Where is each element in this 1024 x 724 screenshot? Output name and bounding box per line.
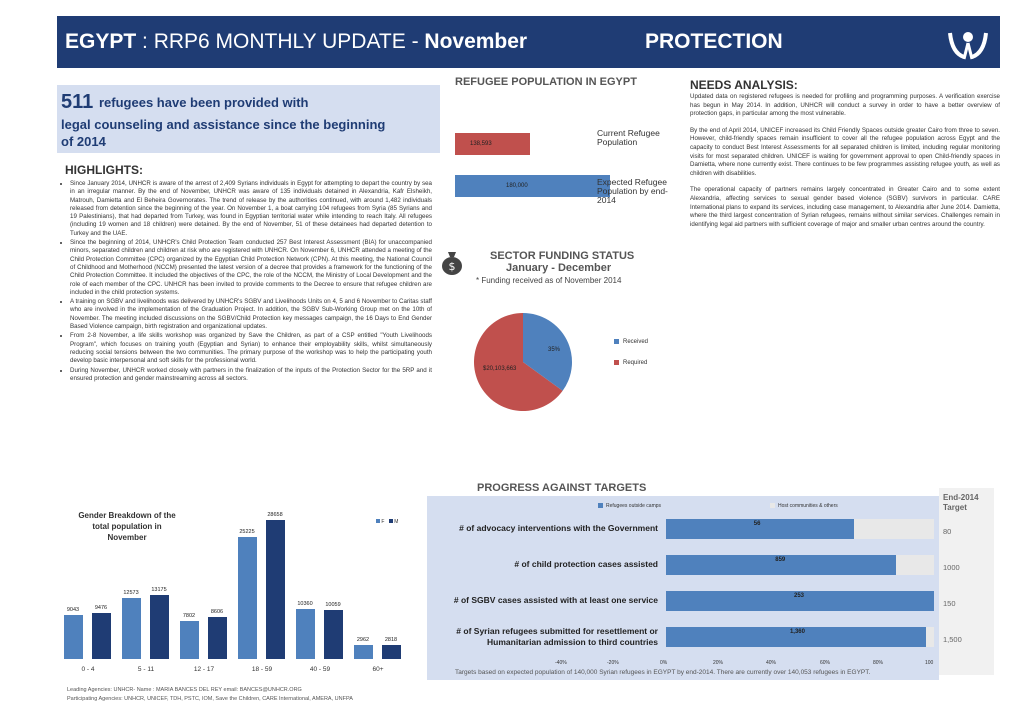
legend-swatch	[598, 503, 603, 508]
gender-value-label: 25225	[239, 529, 255, 536]
highlight-item: • A training on SGBV and livelihoods was delivered by UNHCR's SGBV and Livelihoods Units on 4, 5 and 6 November to Caritas staff who are involved in the implementation of the Graduation Project. In addition, the SGBV Sub-Working Group met on the 10th of November. The meeting included discussions on the SGBV/Child Protection key messages campaign, the 16 Days to End Gender Based Violence campaign, birth registration and organizational updates.	[70, 298, 432, 331]
gender-value-label: 7802	[182, 613, 196, 620]
gender-bar-m	[150, 595, 169, 659]
leading-agencies: Leading Agencies: UNHCR- Name : MARIA BANCES DEL REY email: BANCES@UNHCR.ORG	[67, 687, 302, 693]
progress-value: 859	[775, 557, 786, 563]
x-tick-label: -20%	[607, 660, 619, 666]
needs-paragraph: Updated data on registered refugees is needed for profiling and programming purposes. A verification exercise has begun in May 2014. In addition, UNHCR will conduct a survey in order to have a better overview of protection gaps, in particular among the most vulnerable.	[690, 93, 1000, 118]
gender-bar-m	[208, 617, 227, 659]
target-value: 80	[943, 527, 952, 536]
gender-bar-f	[354, 645, 373, 659]
key-figure-line2: legal counseling and assistance since the beginning	[61, 117, 386, 132]
x-tick-label: 0%	[660, 660, 668, 666]
legend-swatch	[614, 339, 619, 344]
gender-value-label: 9043	[66, 607, 80, 614]
progress-row-label: # of Syrian refugees submitted for resettlement or Humanitarian admission to third countries	[456, 626, 658, 647]
gender-bar-m	[382, 645, 401, 659]
title-text: : RRP6 MONTHLY UPDATE -	[136, 30, 425, 53]
gender-value-label: 12573	[123, 590, 139, 597]
refugee-population-title: REFUGEE POPULATION IN EGYPT	[455, 76, 637, 88]
x-tick-label: 100	[925, 660, 934, 666]
legend-received	[614, 339, 648, 345]
x-tick-label: 80%	[873, 660, 884, 666]
progress-row-label: # of child protection cases assisted	[514, 559, 658, 569]
needs-paragraph: By the end of April 2014, UNICEF increased its Child Friendly Spaces outside greater Cairo from three to seven. However, child-friendly spaces remain insufficient to cover all the refugee population across Egypt and the capacity to conduct Best Interest Assessments for all separated children is limited, including regular monitoring visits for most separated children. UNICEF is waiting for government approval to open Child-friendly spaces in Damietta, where none currently exist. There continues to be few programmes assisting refugee youth, as well as children with disabilities.	[690, 126, 1000, 177]
legend-swatch	[376, 519, 380, 523]
gender-value-label: 9476	[94, 605, 108, 612]
gender-value-label: 2962	[356, 636, 370, 643]
gender-value-label: 8606	[210, 609, 224, 616]
progress-title: PROGRESS AGAINST TARGETS	[477, 482, 647, 494]
funding-note: * Funding received as of November 2014	[476, 276, 622, 285]
header-banner	[57, 16, 1000, 68]
legend-m: M	[394, 519, 399, 525]
legend-required-text: Required	[623, 360, 648, 367]
expected-population-value: 180,000	[506, 183, 528, 189]
x-tick-label: 60%	[820, 660, 831, 666]
current-population-label: Current Refugee Population	[597, 128, 660, 147]
progress-value: 56	[753, 521, 761, 527]
progress-row-label: # of advocacy interventions with the Government	[459, 523, 658, 533]
expected-population-label: Expected Refugee Population by end-2014	[597, 177, 668, 205]
country-label: EGYPT	[65, 30, 137, 53]
legend-f: F	[381, 519, 385, 525]
gender-value-label: 2818	[384, 637, 398, 644]
page-title	[65, 30, 527, 54]
gender-category-label: 40 - 59	[309, 666, 331, 673]
key-figure-line1: refugees have been provided with	[99, 95, 309, 110]
unhcr-logo-icon	[946, 21, 990, 63]
footnote: Targets based on expected population of 140,000 Syrian refugees in EGYPT by end-2014. There are currently over 140,053 refugees in EGYPT.	[455, 669, 871, 676]
highlights-list	[62, 180, 432, 384]
target-value: 1,500	[943, 635, 962, 644]
needs-paragraph: The operational capacity of partners remains largely concentrated in Greater Cairo and to some extent Alexandria, affecting services to sexual gender based violence (SGBV) survivors in particular. CARE International plans to expand its services, including case management, to Alexandria after June 2014. Damietta, where the third largest concentration of Syrian refugees, remains without similar services. Challenges remain in identifying legal aid partners with sufficient coverage of major and smaller urban centres around the country.	[690, 186, 1000, 228]
legend-swatch	[389, 519, 393, 523]
funding-pie-chart	[473, 312, 573, 412]
needs-analysis-text	[690, 93, 1000, 237]
highlight-item: • Since the beginning of 2014, UNHCR's Child Protection Team conducted 257 Best Interest Assessment (BIA) for unaccompanied minors, separated children and children at risk who are registered with UNHCR. On November 6, UNHCR attended a meeting of the Child Protection Committee (CPC) organized by the Egyptian Child Protection Network (CPN). At this meeting, the National Council of Childhood and Motherhood (NCCM) presented the latest version of a decree that provides a framework for the functioning of the Child Protection Committee. It included the objectives of the CPC, the role of the NCCM, the Ministry of Local Development and the role of each member of the CPC. UNHCR has been invited to provide comments to the Decree to ensure that refugee children are included in the child protection systems.	[70, 239, 432, 297]
gender-bar-m	[324, 610, 343, 659]
svg-text:$: $	[448, 260, 456, 273]
gender-value-label: 10360	[297, 600, 313, 607]
highlight-item: • During November, UNHCR worked closely with partners in the finalization of the inputs of the Protection Sector for the 5RP and it ensured protection and gender mainstreaming across all sectors.	[70, 367, 432, 384]
participating-agencies: Participating Agencies: UNHCR, UNICEF, TDH, PSTC, IOM, Save the Children, CARE International, AMERA, UNFPA	[67, 696, 353, 702]
progress-legend-outside	[598, 503, 661, 509]
funding-subtitle: January - December	[506, 262, 612, 274]
gender-category-label: 0 - 4	[81, 666, 95, 673]
x-tick-label: -40%	[555, 660, 567, 666]
target-value: 150	[943, 599, 956, 608]
gender-category-label: 12 - 17	[193, 666, 215, 673]
legend-swatch	[770, 503, 775, 508]
gender-bar-f	[238, 537, 257, 659]
gender-bar-m	[266, 520, 285, 659]
key-figure-box	[57, 85, 440, 153]
current-population-bar	[455, 133, 530, 155]
legend-swatch	[614, 360, 619, 365]
gender-chart-legend	[376, 519, 398, 525]
legend-received-text: Received	[623, 339, 649, 346]
expected-population-bar	[455, 175, 610, 197]
legend-text: Refugees outside camps	[606, 503, 662, 509]
needs-analysis-title: NEEDS ANALYSIS:	[690, 78, 798, 92]
pie-required-label: $20,103,663	[483, 366, 517, 372]
gender-bar-f	[180, 621, 199, 659]
agencies	[67, 686, 353, 704]
highlight-item: • From 2-8 November, a life skills workshop was organized by Save the Children, as part of a CSP entitled "Youth Livelihoods Program", which focuses on training youth (Egyptian and Syrian) to enhance their employability skills, whilst simultaneously reducing social tensions between the two communities. The primary purpose of the workshop was to help the participating youth develop basic interpersonal and soft skills for the professional world.	[70, 332, 432, 365]
gender-value-label: 13175	[151, 587, 167, 594]
progress-value: 253	[794, 593, 805, 599]
current-population-value: 138,593	[470, 141, 492, 147]
gender-category-label: 18 - 59	[251, 666, 273, 673]
target-value: 1000	[943, 563, 960, 572]
money-bag-icon	[441, 248, 463, 276]
x-tick-label: 40%	[766, 660, 777, 666]
legend-required	[614, 360, 647, 366]
gender-value-label: 10059	[325, 602, 341, 609]
sector-label: PROTECTION	[645, 30, 783, 53]
gender-bar-f	[296, 609, 315, 659]
gender-bar-f	[64, 615, 83, 659]
target-panel	[939, 488, 994, 675]
pie-received-label: 35%	[548, 347, 561, 353]
month-label: November	[424, 30, 528, 53]
funding-title: SECTOR FUNDING STATUS	[490, 250, 635, 262]
gender-category-label: 5 - 11	[137, 666, 155, 673]
progress-legend-host	[770, 503, 838, 509]
progress-row-label: # of SGBV cases assisted with at least one service	[453, 595, 658, 605]
x-tick-label: 20%	[713, 660, 724, 666]
gender-bar-m	[92, 613, 111, 659]
gender-bar-f	[122, 598, 141, 659]
key-figure-line3: of 2014	[61, 134, 106, 149]
highlights-title: HIGHLIGHTS:	[65, 163, 143, 177]
legend-text: Host communities & others	[778, 503, 838, 509]
highlight-item: • Since January 2014, UNHCR is aware of the arrest of 2,409 Syrians individuals in Egypt for attempting to depart the country by sea in an irregular manner. By the end of November, UNHCR was aware of 135 individuals detained in Alexandria, Kafr Elsheikh, Matrouh, Damietta and El Beheira Governorates. The trend of release by the authorities continued, with around 1,482 individuals released from detention since the beginning of the year. On November 1, a boat carrying 104 refugees from Syria (85 Syrians and 19 Palestinians), that had departed from Turkey, was found in Egyptian territorial water while intending to reach Italy. All refugees (including 19 women and 18 children) were detained. By the end of November, 51 of these detainees had departed detention to Turkey and the UAE.	[70, 180, 432, 238]
gender-category-label: 60+	[372, 666, 384, 673]
key-figure-number: 511	[61, 91, 94, 113]
progress-value: 1,360	[789, 629, 805, 635]
target-header: End-2014 Target	[943, 493, 979, 512]
gender-value-label: 28658	[267, 512, 283, 519]
gender-chart-title: Gender Breakdown of the total population in November	[78, 511, 176, 542]
